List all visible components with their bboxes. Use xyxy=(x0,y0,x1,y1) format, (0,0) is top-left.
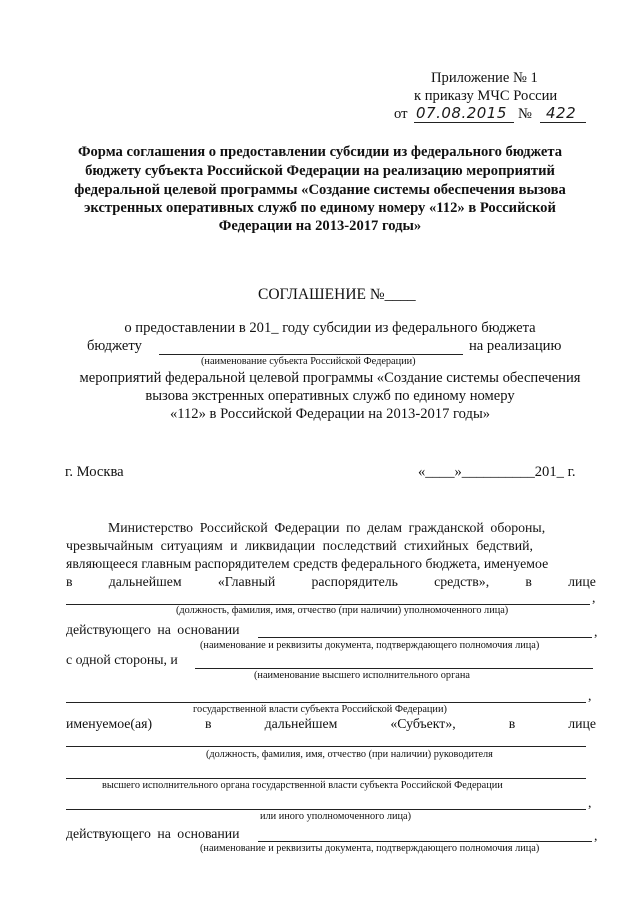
subject-name-field xyxy=(159,354,463,355)
basis-document-field xyxy=(258,637,592,638)
agreement-implementation-label: на реализацию xyxy=(469,338,562,354)
comma-3: , xyxy=(588,688,592,703)
order-number-underline xyxy=(540,122,586,123)
agreement-city: г. Москва xyxy=(65,464,124,480)
other-official-field xyxy=(66,809,586,810)
head-name-field xyxy=(66,746,586,747)
word-subekt: «Субъект», xyxy=(390,716,456,731)
agreement-subtitle-line-1: о предоставлении в 201_ году субсидии из федерального бюджета xyxy=(124,320,536,336)
comma-1: , xyxy=(592,590,596,605)
acting-basis-label: действующего на основании xyxy=(66,622,240,637)
acting-basis-label-2: действующего на основании xyxy=(66,826,240,841)
word-sredstv: средств», xyxy=(434,574,490,589)
agreement-budget-label: бюджету xyxy=(87,338,142,354)
word-litse: лице xyxy=(568,574,596,589)
word-v-2: в xyxy=(525,574,532,589)
order-label: к приказу МЧС России xyxy=(414,88,558,104)
order-number-handwritten: 422 xyxy=(546,104,577,122)
caption-document-2: (наименование и реквизиты документа, подтверждающего полномочия лица) xyxy=(200,843,540,854)
order-number-sign: № xyxy=(518,106,532,122)
order-date-underline xyxy=(414,122,514,123)
form-title-line-4: экстренных оперативных служб по единому номеру «112» в Российской xyxy=(84,200,556,216)
word-v-4: в xyxy=(508,716,516,731)
body-paragraph-line-1: Министерство Российской Федерации по делам гражданской обороны, xyxy=(108,520,546,535)
word-dalneyshem: дальнейшем xyxy=(108,574,182,589)
body-paragraph-line-2: чрезвычайным ситуациям и ликвидации последствий стихийных бедствий, xyxy=(66,538,533,553)
form-title-line-1: Форма соглашения о предоставлении субсидии из федерального бюджета xyxy=(77,144,563,160)
caption-head: (должность, фамилия, имя, отчество (при наличии) руководителя xyxy=(206,749,493,760)
form-title-line-5: Федерации на 2013-2017 годы» xyxy=(218,218,422,234)
caption-document: (наименование и реквизиты документа, подтверждающего полномочия лица) xyxy=(200,640,540,651)
caption-exec-body: высшего исполнительного органа государственной власти субъекта Российской Федерации xyxy=(102,780,503,791)
form-title-line-3: федеральной целевой программы «Создание системы обеспечения вызова xyxy=(74,182,566,198)
agreement-subtitle-line-4: вызова экстренных оперативных служб по единому номеру xyxy=(145,388,515,404)
word-v-3: в xyxy=(205,716,212,731)
order-from-label: от xyxy=(394,106,408,122)
caption-other: или иного уполномоченного лица) xyxy=(260,811,412,822)
word-dalneyshem-2: дальнейшем xyxy=(264,716,338,731)
body-named-line xyxy=(66,716,596,732)
appendix-label: Приложение № 1 xyxy=(431,70,538,86)
caption-subject-name: (наименование субъекта Российской Федерации) xyxy=(201,356,416,367)
caption-executive: (наименование высшего исполнительного органа xyxy=(254,670,470,681)
agreement-subtitle-line-5: «112» в Российской Федерации на 2013-2017 годы» xyxy=(169,406,491,422)
agreement-heading: СОГЛАШЕНИЕ №____ xyxy=(258,286,416,303)
caption-official: (должность, фамилия, имя, отчество (при наличии) уполномоченного лица) xyxy=(176,605,509,616)
caption-state-power: государственной власти субъекта Российской Федерации) xyxy=(193,704,447,715)
comma-4: , xyxy=(588,795,592,810)
word-glavnyy: «Главный xyxy=(217,574,276,589)
word-v: в xyxy=(66,574,73,589)
comma-5: , xyxy=(594,828,598,843)
comma-2: , xyxy=(594,624,598,639)
word-rasporyaditel: распорядитель xyxy=(311,574,398,589)
executive-body-field xyxy=(195,668,593,669)
order-date-handwritten: 07.08.2015 xyxy=(416,104,507,122)
head-body-field xyxy=(66,778,586,779)
agreement-subtitle-line-3: мероприятий федеральной целевой программы «Создание системы обеспечения xyxy=(79,370,581,386)
agreement-date-field: «____»__________201_ г. xyxy=(418,464,576,480)
word-litse-2: лице xyxy=(568,716,596,731)
word-imenuemoe: именуемое(ая) xyxy=(66,716,153,731)
form-title-line-2: бюджету субъекта Российской Федерации на реализацию мероприятий xyxy=(85,163,555,179)
one-side-label: с одной стороны, и xyxy=(66,652,178,667)
body-justified-line xyxy=(66,574,596,590)
state-power-field xyxy=(66,702,586,703)
basis-document-field-2 xyxy=(258,841,592,842)
body-paragraph-line-3: являющееся главным распорядителем средств федерального бюджета, именуемое xyxy=(66,556,549,571)
